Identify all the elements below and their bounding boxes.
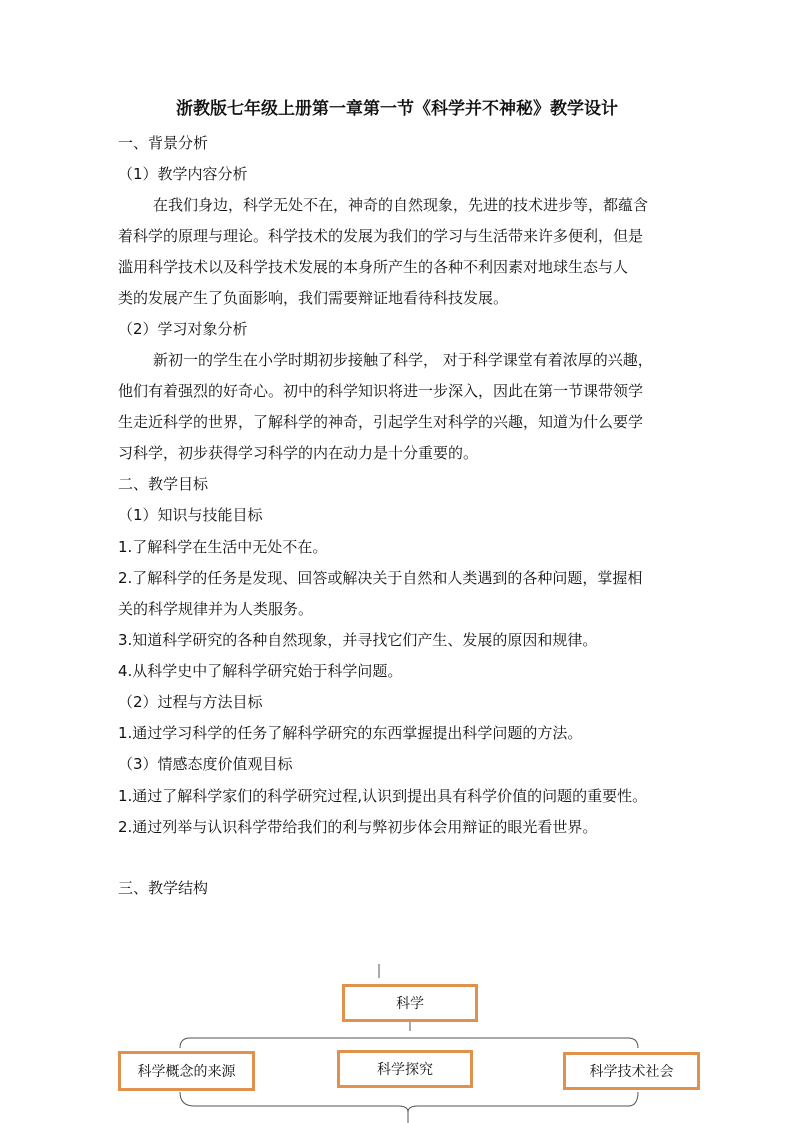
- subsection-2-3-heading: （3）情感态度价值观目标: [118, 755, 293, 773]
- subsection-1-1-heading: （1）教学内容分析: [118, 165, 248, 183]
- paragraph-line: 滥用科学技术以及科学技术发展的本身所产生的各种不利因素对地球生态与人: [118, 258, 629, 276]
- paragraph-line: 他们有着强烈的好奇心。初中的科学知识将进一步深入，因此在第一节课带领学: [118, 382, 644, 400]
- section-2-heading: 二、教学目标: [118, 475, 209, 493]
- subsection-1-2-heading: （2）学习对象分析: [118, 320, 248, 338]
- paragraph-line: 新初一的学生在小学时期初步接触了科学， 对于科学课堂有着浓厚的兴趣，: [153, 351, 653, 369]
- paragraph-line: 类的发展产生了负面影响，我们需要辩证地看待科技发展。: [118, 289, 509, 307]
- diagram-child-box: 科学探究: [337, 1050, 473, 1088]
- list-item: 1.通过学习科学的任务了解科学研究的东西掌握提出科学问题的方法。: [118, 724, 583, 742]
- list-item: 1.了解科学在生活中无处不在。: [118, 538, 328, 556]
- paragraph-line: 着科学的原理与理论。科学技术的发展为我们的学习与生活带来许多便利，但是: [118, 227, 644, 245]
- subsection-2-2-heading: （2）过程与方法目标: [118, 693, 263, 711]
- subsection-2-1-heading: （1）知识与技能目标: [118, 506, 263, 524]
- list-item: 4.从科学史中了解科学研究始于科学问题。: [118, 662, 403, 680]
- paragraph-line: 在我们身边，科学无处不在，神奇的自然现象，先进的技术进步等，都蕴含: [153, 196, 649, 214]
- diagram-child-box: 科学技术社会: [563, 1052, 700, 1090]
- diagram-child-box: 科学概念的来源: [118, 1051, 255, 1091]
- brace-top: [180, 1038, 638, 1048]
- section-1-heading: 一、背景分析: [118, 134, 209, 152]
- paragraph-line: 生走近科学的世界，了解科学的神奇，引起学生对科学的兴趣，知道为什么要学: [118, 413, 644, 431]
- list-item: 2.通过列举与认识科学带给我们的利与弊初步体会用辩证的眼光看世界。: [118, 818, 598, 836]
- list-item: 关的科学规律并为人类服务。: [118, 600, 314, 618]
- list-item: 1.通过了解科学家们的科学研究过程,认识到提出具有科学价值的问题的重要性。: [118, 787, 648, 805]
- list-item: 3.知道科学研究的各种自然现象，并寻找它们产生、发展的原因和规律。: [118, 631, 598, 649]
- page-title: 浙教版七年级上册第一章第一节《科学并不神秘》教学设计: [176, 99, 618, 119]
- list-item: 2.了解科学的任务是发现、回答或解决关于自然和人类遇到的各种问题，掌握相: [118, 569, 643, 587]
- section-3-heading: 三、教学结构: [118, 879, 209, 897]
- diagram-root-box: 科学: [342, 984, 478, 1022]
- brace-bottom: [180, 1092, 638, 1112]
- paragraph-line: 习科学，初步获得学习科学的内在动力是十分重要的。: [118, 444, 479, 462]
